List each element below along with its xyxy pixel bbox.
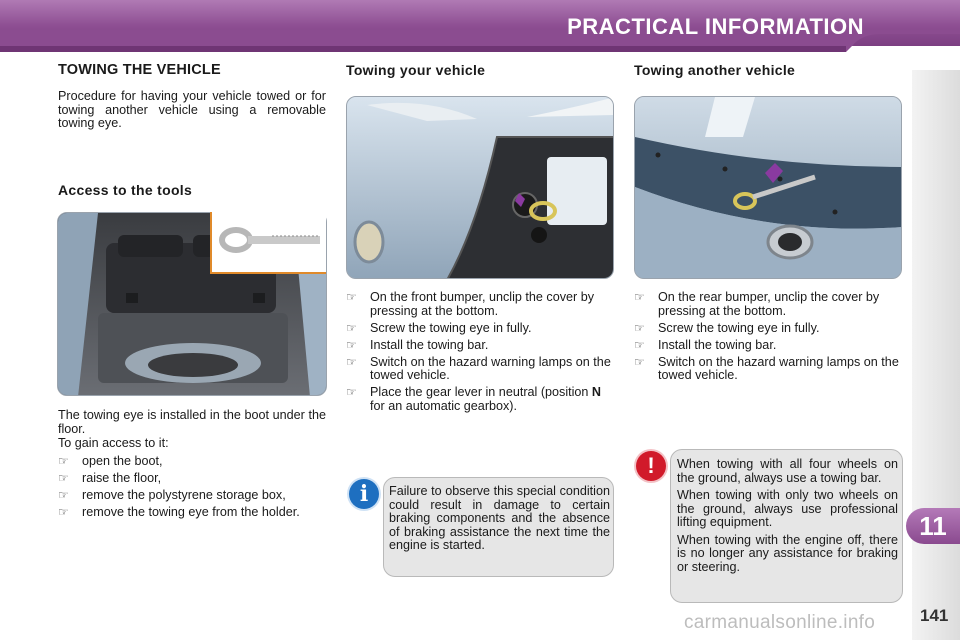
- list-item: ☞ raise the floor,: [58, 471, 162, 485]
- exclamation-icon: !: [636, 451, 666, 481]
- page-number: 141: [920, 606, 949, 625]
- pointing-hand-icon: ☞: [58, 488, 69, 502]
- pointing-hand-icon: ☞: [634, 290, 645, 304]
- pointing-hand-icon: ☞: [634, 337, 645, 352]
- pointing-hand-icon: ☞: [58, 471, 69, 485]
- pointing-hand-icon: ☞: [346, 354, 357, 369]
- pointing-hand-icon: ☞: [58, 454, 69, 468]
- access-heading: Access to the tools: [58, 182, 193, 198]
- access-text-2: To gain access to it:: [58, 436, 169, 450]
- warning-paragraph: When towing with only two wheels on the ground, always use professional lifting equipment.: [677, 488, 898, 529]
- list-item: ☞ Switch on the hazard warning lamps on the towed vehicle.: [634, 354, 899, 382]
- pointing-hand-icon: ☞: [346, 290, 357, 304]
- pointing-hand-icon: ☞: [58, 505, 69, 519]
- list-item: ☞ Screw the towing eye in fully.: [634, 320, 820, 335]
- access-steps: [58, 455, 326, 523]
- warning-note: [670, 449, 903, 603]
- warning-paragraph: When towing with all four wheels on the ground, always use a towing bar.: [677, 457, 898, 485]
- info-note-text: Failure to observe this special condition could result in damage to certain braking components and the absence of braking assistance the next time the engine is started.: [389, 484, 610, 552]
- pointing-hand-icon: ☞: [346, 320, 357, 335]
- towing-other-steps: [634, 291, 904, 386]
- list-item: ☞ remove the towing eye from the holder.: [58, 505, 300, 519]
- access-text-1: The towing eye is installed in the boot under the floor.: [58, 408, 326, 436]
- info-note: [383, 477, 614, 577]
- front-bumper-photo: [346, 96, 614, 279]
- towing-yours-steps: [346, 291, 614, 417]
- rear-bumper-photo: [634, 96, 902, 279]
- chapter-tab: 11: [906, 508, 960, 544]
- list-item: ☞ On the rear bumper, unclip the cover by pressing at the bottom.: [634, 290, 880, 318]
- intro-paragraph: Procedure for having your vehicle towed or for towing another vehicle using a removable towing eye.: [58, 89, 326, 130]
- towing-eye-inset: [210, 212, 326, 274]
- list-item: ☞ Install the towing bar.: [346, 337, 489, 352]
- list-item: ☞ Screw the towing eye in fully.: [346, 320, 532, 335]
- info-icon: i: [349, 479, 379, 509]
- warning-paragraph: When towing with the engine off, there is no longer any assistance for braking or steering.: [677, 532, 898, 574]
- pointing-hand-icon: ☞: [634, 320, 645, 335]
- pointing-hand-icon: ☞: [634, 354, 645, 369]
- section-title: TOWING THE VEHICLE: [58, 62, 221, 78]
- list-item: ☞ Install the towing bar.: [634, 337, 777, 352]
- gear-position-n: N: [591, 385, 602, 399]
- pointing-hand-icon: ☞: [346, 385, 357, 399]
- list-item: ☞ On the front bumper, unclip the cover by pressing at the bottom.: [346, 290, 595, 318]
- list-item: ☞ open the boot,: [58, 454, 163, 468]
- side-strip: [912, 70, 960, 640]
- pointing-hand-icon: ☞: [346, 337, 357, 352]
- page-header-title: PRACTICAL INFORMATION: [567, 14, 864, 39]
- list-item: ☞ Place the gear lever in neutral (position N for an automatic gearbox).: [346, 385, 602, 413]
- footer-watermark: carmanualsonline.info: [684, 612, 876, 633]
- towing-your-vehicle-heading: Towing your vehicle: [346, 62, 486, 78]
- list-item: ☞ Switch on the hazard warning lamps on the towed vehicle.: [346, 354, 611, 382]
- list-item: ☞ remove the polystyrene storage box,: [58, 488, 286, 502]
- towing-another-vehicle-heading: Towing another vehicle: [634, 62, 796, 78]
- warning-note-text: [677, 458, 898, 578]
